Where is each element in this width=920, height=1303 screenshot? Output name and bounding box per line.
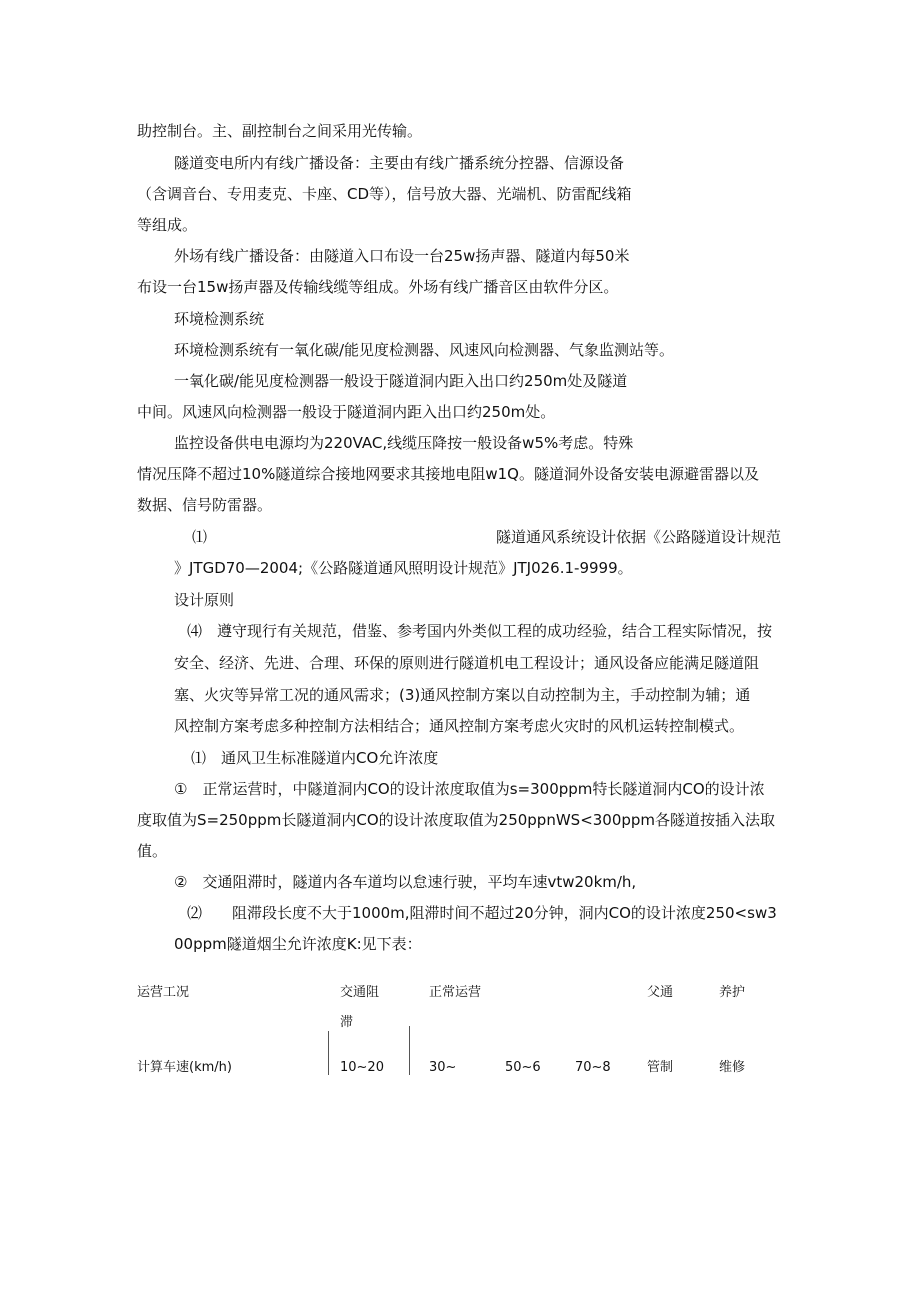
text-line-22: ① 正常运营时，中隧道洞内CO的设计浓度取值为s=300ppm特长隧道洞内CO的设计浓: [174, 780, 765, 798]
text-line-5: 外场有线广播设备：由隧道入口布设一台25w扬声器、隧道内每50米: [174, 247, 630, 265]
text-line-24: 值。: [137, 842, 168, 860]
table-cell-repair: 维修: [719, 1060, 746, 1075]
table-cell-speed-jam: 10~20: [340, 1060, 384, 1075]
section-heading-design-principles: 设计原则: [174, 591, 235, 609]
table-cell-speed-1: 30~: [429, 1060, 457, 1075]
table-cell-speed-2: 50~6: [505, 1060, 541, 1075]
text-line-17: ⑷ 遵守现行有关规范，借鉴、参考国内外类似工程的成功经验，结合工程实际情况，按: [187, 622, 773, 640]
text-line-18: 安全、经济、先进、合理、环保的原则进行隧道机电工程设计；通风设备应能满足隧道阻: [174, 654, 760, 672]
text-line-26: ⑵ 阻滞段长度不大于1000m,阻滞时间不超过20分钟，洞内CO的设计浓度250<sw3: [187, 904, 777, 922]
text-line-19: 塞、火灾等异常工况的通风需求；(3)通风控制方案以自动控制为主，手动控制为辅；通: [174, 686, 751, 704]
table-header-wrap: 滞: [340, 1015, 354, 1030]
table-cell-control: 管制: [647, 1060, 674, 1075]
text-line-8: 环境检测系统有一氧化碳/能见度检测器、风速风向检测器、气象监测站等。: [174, 341, 675, 359]
text-line-2: 隧道变电所内有线广播设备：主要由有线广播系统分控器、信源设备: [174, 154, 625, 172]
table-divider-left: [328, 1031, 329, 1075]
table-header-traffic-jam: 交通阻: [340, 985, 380, 1000]
text-line-11: 监控设备供电电源均为220VAC,线缆压降按一般设备w5%考虑。特殊: [174, 434, 634, 452]
text-line-23: 度取值为S=250ppm长隧道洞内CO的设计浓度取值为250ppnWS<300ppm各隧道按插入法取: [137, 811, 776, 829]
text-line-4: 等组成。: [137, 216, 198, 234]
text-line-9: 一氧化碳/能见度检测器一般设于隧道洞内距入出口约250m处及隧道: [174, 372, 628, 390]
text-line-15: 》JTGD70—2004;《公路隧道通风照明设计规范》JTJ026.1-9999。: [174, 559, 633, 577]
text-line-12: 情况压降不超过10%隧道综合接地网要求其接地电阻w1Q。隧道洞外设备安装电源避雷器以及: [137, 465, 759, 483]
text-line-20: 风控制方案考虑多种控制方法相结合；通风控制方案考虑火灾时的风机运转控制模式。: [174, 717, 745, 735]
text-line-25: ② 交通阻滞时，隧道内各车道均以怠速行驶，平均车速vtw20km/h,: [174, 873, 637, 891]
text-line-27: 00ppm隧道烟尘允许浓度K:见下表：: [174, 935, 422, 953]
table-divider-right: [409, 1026, 410, 1075]
text-line-3: （含调音台、专用麦克、卡座、CD等），信号放大器、光端机、防雷配线箱: [137, 185, 632, 203]
table-cell-speed-3: 70~8: [575, 1060, 611, 1075]
text-line-1: 助控制台。主、副控制台之间采用光传输。: [137, 122, 423, 140]
section-heading-environment: 环境检测系统: [174, 310, 265, 328]
text-line-6: 布设一台15w扬声器及传输线缆等组成。外场有线广播音区由软件分区。: [137, 278, 619, 296]
table-header-normal-operation: 正常运营: [429, 985, 482, 1000]
table-header-traffic-control: 父通: [647, 985, 674, 1000]
text-line-13: 数据、信号防雷器。: [137, 496, 273, 514]
table-header-condition: 运营工况: [137, 985, 190, 1000]
text-line-21: ⑴ 通风卫生标准隧道内CO允许浓度: [191, 749, 439, 767]
list-marker-1: ⑴: [192, 528, 208, 546]
text-line-10: 中间。风速风向检测器一般设于隧道洞内距入出口约250m处。: [137, 403, 556, 421]
table-header-maintenance: 养护: [719, 985, 746, 1000]
text-line-14: 隧道通风系统设计依据《公路隧道设计规范: [496, 528, 782, 546]
table-cell-speed-label: 计算车速(km/h): [137, 1060, 232, 1075]
